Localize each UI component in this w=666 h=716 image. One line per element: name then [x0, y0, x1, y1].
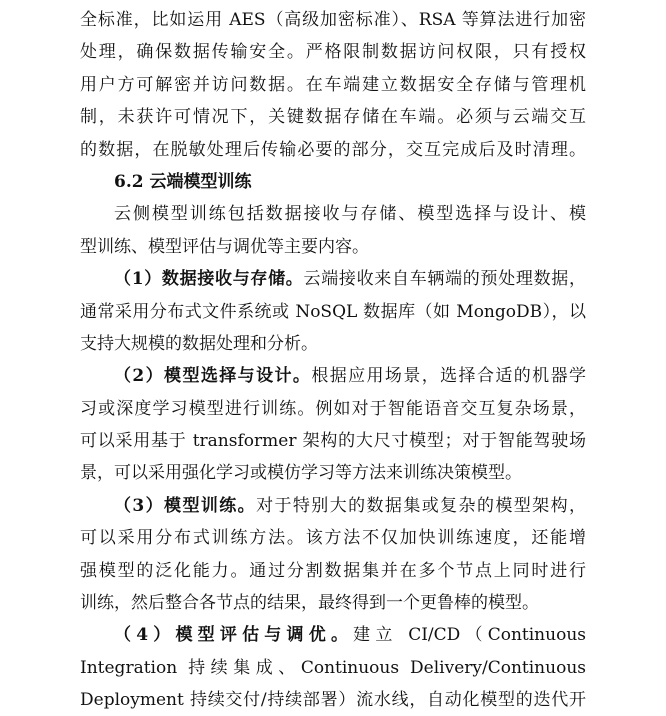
text-line: 的数据，在脱敏处理后传输必要的部分，交互完成后及时清理。	[80, 139, 586, 160]
item-model-training	[80, 490, 586, 620]
item-text: 根据应用场景，选择合适的机器学	[311, 366, 586, 387]
text-line: 云侧模型训练包括数据接收与存储、模型选择与设计、模	[114, 204, 586, 225]
text-line	[80, 619, 586, 651]
paragraph-intro	[80, 198, 586, 263]
text-line: 可以采用分布式训练方法。该方法不仅加快训练速度，还能增	[80, 528, 586, 549]
item-text: 云端接收来自车辆端的预处理数据，	[303, 269, 586, 290]
text-line: 通常采用分布式文件系统或 NoSQL 数据库（如 MongoDB），以	[80, 301, 586, 322]
item-title: （4）模型评估与调优。	[114, 625, 354, 646]
text-line	[80, 263, 586, 295]
text-line: 型训练、模型评估与调优等主要内容。	[80, 236, 369, 257]
text-line: 处理，确保数据传输安全。严格限制数据访问权限，只有授权	[80, 42, 586, 63]
text-line: 全标准，比如运用 AES（高级加密标准）、RSA 等算法进行加密	[80, 10, 586, 30]
item-data-receive-storage	[80, 263, 586, 360]
item-text: 建立 CI/CD（Continuous	[353, 625, 586, 646]
item-title: （1）数据接收与存储。	[114, 269, 304, 290]
text-line: 训练，然后整合各节点的结果，最终得到一个更鲁棒的模型。	[80, 593, 539, 614]
text-line: Deployment 持续交付/持续部署）流水线，自动化模型的迭代开	[80, 690, 586, 711]
document-page	[80, 4, 586, 716]
text-line	[80, 360, 586, 392]
section-heading: 6.2 云端模型训练	[114, 171, 252, 192]
item-title: （2）模型选择与设计。	[114, 366, 312, 387]
item-model-selection-design	[80, 360, 586, 490]
text-line: 可以采用基于 transformer 架构的大尺寸模型；对于智能驾驶场	[80, 431, 586, 452]
text-line: 景，可以采用强化学习或模仿学习等方法来训练决策模型。	[80, 463, 522, 484]
text-line: Integration 持续集成、Continuous Delivery/Continuous	[80, 657, 586, 678]
text-line: 用户方可解密并访问数据。在车端建立数据安全存储与管理机	[80, 74, 586, 95]
item-text: 对于特别大的数据集或复杂的模型架构，	[256, 495, 586, 516]
text-line: 习或深度学习模型进行训练。例如对于智能语音交互复杂场景，	[80, 398, 586, 419]
item-model-evaluation-tuning	[80, 619, 586, 716]
text-line: 强模型的泛化能力。通过分割数据集并在多个节点上同时进行	[80, 560, 586, 581]
text-line	[80, 490, 586, 522]
item-title: （3）模型训练。	[114, 495, 257, 516]
paragraph-data-security	[80, 4, 586, 166]
text-line: 支持大规模的数据处理和分析。	[80, 333, 318, 354]
text-line: 制，未获许可情况下，关键数据存储在车端。必须与云端交互	[80, 107, 586, 128]
